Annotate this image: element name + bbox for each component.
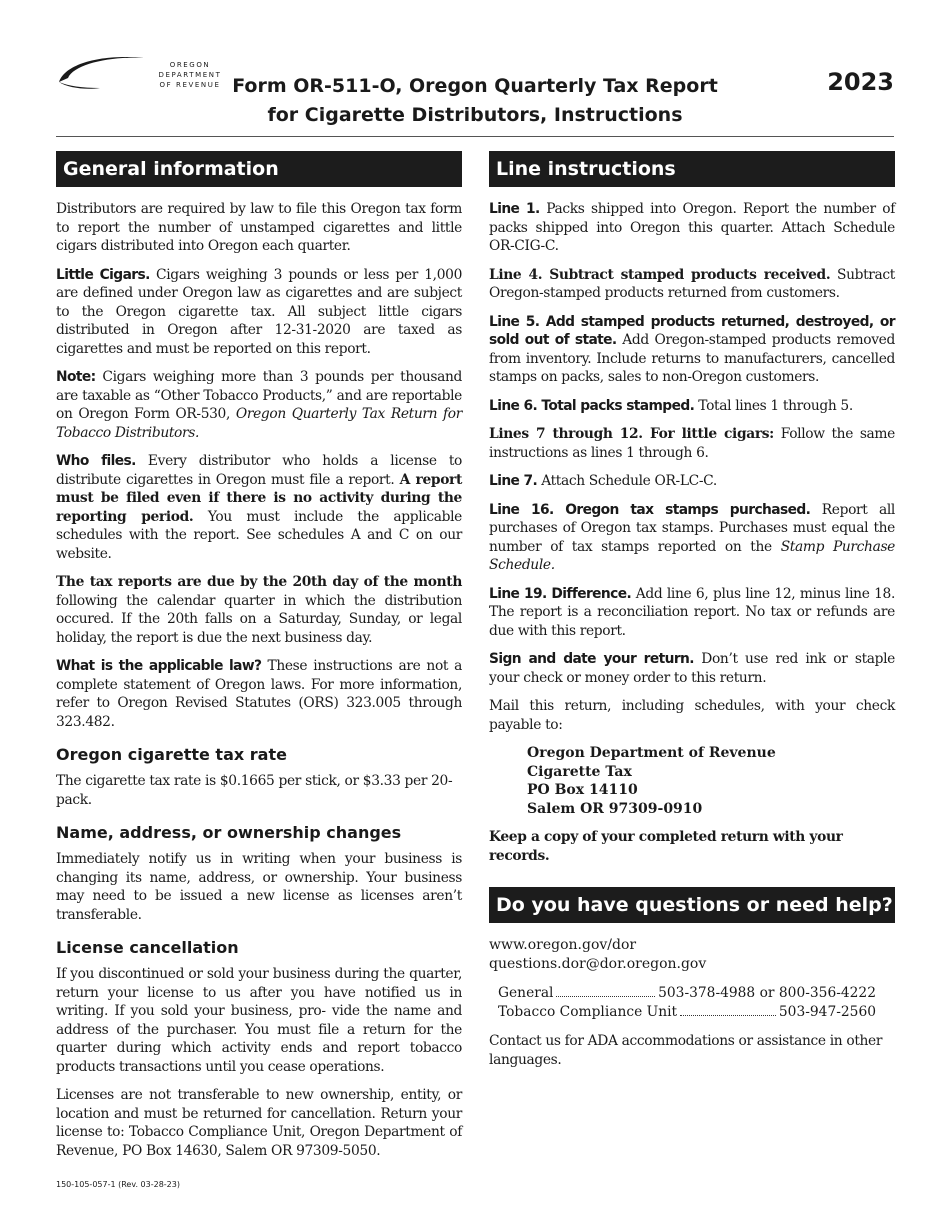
- little-cigars-lead: Little Cigars.: [56, 266, 150, 283]
- phone-list: [498, 984, 876, 1022]
- license-cancellation-heading: License cancellation: [56, 938, 239, 957]
- line-16-paragraph: [489, 501, 895, 575]
- header-divider: [56, 136, 894, 137]
- line-4-lead: Line 4. Subtract stamped products received.: [489, 266, 831, 283]
- phone-label: Tobacco Compliance Unit: [498, 1004, 678, 1020]
- name-changes-text: Immediately notify us in writing when your business is changing its name, address, or ownership. Your business may need to be issued a new license as licenses aren’t transferable.: [56, 851, 462, 923]
- address-line: Oregon Department of Revenue: [527, 745, 776, 761]
- website-link[interactable]: www.oregon.gov/dor: [489, 937, 637, 953]
- law-text: These instructions are not a complete statement of Oregon laws. For more information, refer to Oregon Revised Statutes (ORS) 323.005 through 323.482.: [56, 658, 463, 730]
- logo-line: DEPARTMENT: [158, 71, 222, 79]
- phone-number: 503-378-4988 or 800-356-4222: [658, 985, 876, 1001]
- line-1-text: Packs shipped into Oregon. Report the number of packs shipped into Oregon this quarter. Attach Schedule OR-CIG-C.: [489, 201, 895, 254]
- address-line: PO Box 14110: [527, 782, 638, 798]
- mailing-address: [527, 744, 895, 818]
- line-7-lead: Line 7.: [489, 473, 538, 489]
- line-4-text: Subtract Oregon-stamped products returned from customers.: [489, 266, 895, 301]
- form-revision-footer: 150-105-057-1 (Rev. 03-28-23): [56, 1180, 180, 1189]
- phone-label: General: [498, 985, 554, 1001]
- logo-line: OF REVENUE: [159, 81, 221, 89]
- line-instructions-header: Line instructions: [489, 151, 895, 187]
- sign-lead: Sign and date your return.: [489, 651, 694, 667]
- stamp-purchase-schedule: Stamp Purchase Schedule.: [489, 538, 895, 573]
- note-paragraph: [56, 368, 462, 442]
- name-changes-heading: Name, address, or ownership changes: [56, 823, 402, 842]
- oregon-dor-logo: [56, 52, 222, 94]
- phone-row-general: [498, 984, 876, 1003]
- line-16-text: Report all purchases of Oregon tax stamps. Purchases must equal the number of tax stamps reported on the: [489, 501, 895, 555]
- line-1-paragraph: [489, 200, 895, 256]
- mail-paragraph: Mail this return, including schedules, with your check payable to:: [489, 698, 895, 733]
- license-return-text: Licenses are not transferable to new ownership, entity, or location and must be returned for cancellation. Return your license to: Tobacco Compliance Unit, Oregon Department of Revenue, PO Box 14630, Salem OR 97309-5050.: [56, 1087, 462, 1159]
- note-text: Cigars weighing more than 3 pounds per thousand are taxable as “Other Tobacco Products,” and are reportable on Oregon Form OR-530,: [56, 369, 462, 422]
- line-6-lead: Line 6. Total packs stamped.: [489, 397, 695, 414]
- tax-rate-text: The cigarette tax rate is $0.1665 per stick, or $3.33 per 20-pack.: [56, 773, 453, 808]
- tax-rate-heading: Oregon cigarette tax rate: [56, 745, 287, 764]
- leader-dots: [556, 996, 655, 997]
- line-4-paragraph: [489, 266, 895, 303]
- form-title-line1: Form OR-511-O, Oregon Quarterly Tax Report: [232, 75, 718, 97]
- line-7-text: Attach Schedule OR-LC-C.: [537, 473, 717, 489]
- note-form-title: Oregon Quarterly Tax Return for Tobacco Distributors.: [56, 406, 462, 441]
- ada-text: Contact us for ADA accommodations or assistance in other languages.: [489, 1033, 883, 1068]
- little-cigars-paragraph: [56, 266, 462, 359]
- help-header: Do you have questions or need help?: [489, 887, 895, 923]
- lines-7-12-text: Follow the same instructions as lines 1 through 6.: [489, 426, 895, 461]
- left-column: [56, 151, 462, 1170]
- form-title: [220, 72, 730, 130]
- line-5-lead: Line 5. Add stamped products returned, destroyed, or sold out of state.: [489, 313, 895, 348]
- due-date-paragraph: [56, 573, 462, 647]
- email-link[interactable]: questions.dor@dor.oregon.gov: [489, 956, 707, 972]
- keep-copy-text: Keep a copy of your completed return with your records.: [489, 829, 843, 864]
- little-cigars-text: Cigars weighing 3 pounds or less per 1,000 are defined under Oregon law as cigarettes and are subject to the Oregon cigarette tax. All subject little cigars distributed in Oregon after 12-31-2020 are taxed as cigarettes and must be reported on this report.: [56, 266, 462, 357]
- phone-number: 503-947-2560: [778, 1004, 876, 1020]
- sign-text: Don’t use red ink or staple your check or money order to this return.: [489, 651, 895, 686]
- line-6-text: Total lines 1 through 5.: [694, 397, 853, 414]
- form-title-line2: for Cigarette Distributors, Instructions: [267, 104, 683, 126]
- due-date-text: following the calendar quarter in which the distribution occured. If the 20th falls on a Saturday, Sunday, or legal holiday, the report is due the next business day.: [56, 592, 462, 646]
- line-1-lead: Line 1.: [489, 201, 540, 217]
- line-6-paragraph: [489, 397, 895, 416]
- note-lead: Note:: [56, 369, 96, 385]
- general-information-header: General information: [56, 151, 462, 187]
- line-16-lead: Line 16. Oregon tax stamps purchased.: [489, 501, 811, 518]
- line-5-text: Add Oregon-stamped products removed from inventory. Include returns to manufacturers, cancelled stamps on packs, sales to non-Oregon customers.: [489, 332, 895, 385]
- contact-info: [489, 936, 895, 974]
- address-line: Salem OR 97309-0910: [527, 800, 703, 817]
- phone-row-tobacco: [498, 1003, 876, 1022]
- lines-7-12-lead: Lines 7 through 12. For little cigars:: [489, 426, 774, 442]
- who-files-paragraph: [56, 452, 462, 563]
- license-cancellation-text: If you discontinued or sold your business during the quarter, return your license to us after you have notified us in writing. If you sold your business, pro- vide the name and address of the purchaser. You must file a return for the quarter during which activity ends and report tobacco products transactions until you cease operations.: [56, 966, 462, 1075]
- lines-7-12-paragraph: [489, 425, 895, 462]
- law-lead: What is the applicable law?: [56, 658, 262, 674]
- line-19-paragraph: [489, 585, 895, 641]
- intro-paragraph: Distributors are required by law to file this Oregon tax form to report the number of unstamped cigarettes and little cigars distributed into Oregon each quarter.: [56, 201, 462, 254]
- sign-paragraph: [489, 650, 895, 687]
- address-line: Cigarette Tax: [527, 763, 632, 780]
- law-paragraph: [56, 657, 462, 731]
- who-files-text: Every distributor who holds a license to distribute cigarettes in Oregon must file a report.: [56, 453, 462, 488]
- logo-line: OREGON: [169, 61, 211, 69]
- who-files-lead: Who files.: [56, 453, 136, 469]
- due-date-bold: The tax reports are due by the 20th day of the month: [56, 574, 462, 590]
- line-19-lead: Line 19. Difference.: [489, 585, 632, 602]
- line-19-text: Add line 6, plus line 12, minus line 18. The report is a reconciliation report. No tax or refunds are due with this report.: [489, 585, 895, 639]
- line-7-paragraph: [489, 472, 895, 491]
- form-year: 2023: [827, 68, 894, 96]
- who-files-text2: You must include the applicable schedules with the report. See schedules A and C on our website.: [56, 508, 463, 562]
- line-5-paragraph: [489, 313, 895, 387]
- leader-dots: [680, 1015, 776, 1016]
- right-column: [489, 151, 895, 1079]
- who-files-bold: A report must be filed even if there is no activity during the reporting period.: [56, 471, 462, 525]
